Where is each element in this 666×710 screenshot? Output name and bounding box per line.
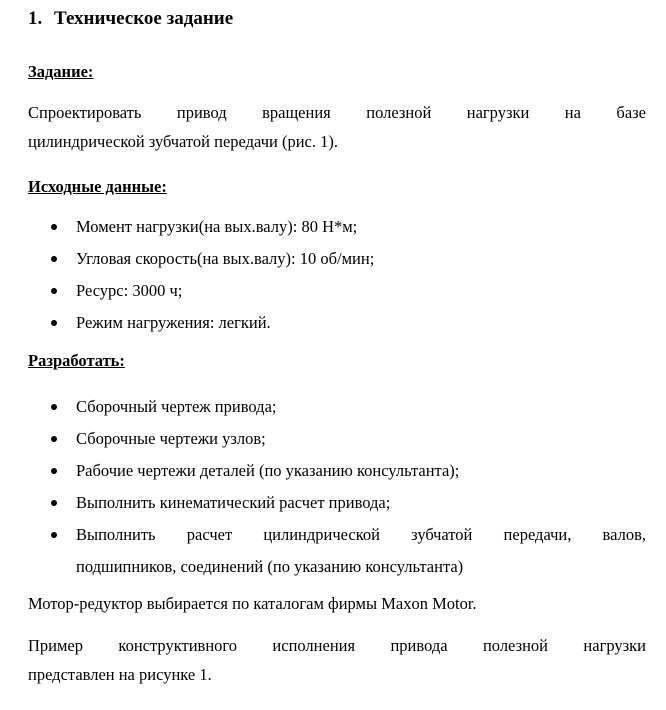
- task-text-line-1: Спроектировать привод вращения полезной нагрузки на базе: [28, 103, 646, 122]
- example-paragraph: [28, 631, 646, 689]
- develop-last-line-2: подшипников, соединений (по указанию консультанта): [76, 557, 464, 576]
- list-item: Рабочие чертежи деталей (по указанию консультанта);: [28, 455, 646, 487]
- list-item: Сборочный чертеж привода;: [28, 391, 646, 423]
- list-item: Угловая скорость(на вых.валу): 10 об/мин;: [28, 243, 646, 275]
- bullet-icon: [51, 500, 57, 506]
- develop-last-line-1: Выполнить расчет цилиндрической зубчатой передачи, валов,: [76, 525, 646, 544]
- bullet-icon: [51, 320, 57, 326]
- motor-note: Мотор-редуктор выбирается по каталогам фирмы Maxon Motor.: [28, 594, 477, 613]
- list-item: Сборочные чертежи узлов;: [28, 423, 646, 455]
- develop-heading: Разработать:: [28, 351, 125, 370]
- develop-list: [28, 391, 646, 583]
- example-line-1: Пример конструктивного исполнения привода полезной нагрузки: [28, 636, 646, 655]
- section-number: 1.: [28, 8, 43, 29]
- bullet-icon: [51, 256, 57, 262]
- list-item: [28, 519, 646, 583]
- bullet-icon: [51, 224, 57, 230]
- initial-data-list: [28, 211, 646, 339]
- list-item: Ресурс: 3000 ч;: [28, 275, 646, 307]
- example-line-2: представлен на рисунке 1.: [28, 665, 212, 684]
- bullet-icon: [51, 404, 57, 410]
- task-text-line-2: цилиндрической зубчатой передачи (рис. 1).: [28, 132, 338, 151]
- section-title: [28, 8, 233, 30]
- task-heading: Задание:: [28, 62, 94, 81]
- list-item: Выполнить кинематический расчет привода;: [28, 487, 646, 519]
- bullet-icon: [51, 288, 57, 294]
- initial-data-heading: Исходные данные:: [28, 177, 167, 196]
- list-item: Момент нагрузки(на вых.валу): 80 Н*м;: [28, 211, 646, 243]
- bullet-icon: [51, 436, 57, 442]
- bullet-icon: [51, 468, 57, 474]
- task-paragraph: [28, 98, 646, 156]
- list-item: Режим нагружения: легкий.: [28, 307, 646, 339]
- section-title-text: Техническое задание: [54, 8, 234, 29]
- bullet-icon: [51, 532, 57, 538]
